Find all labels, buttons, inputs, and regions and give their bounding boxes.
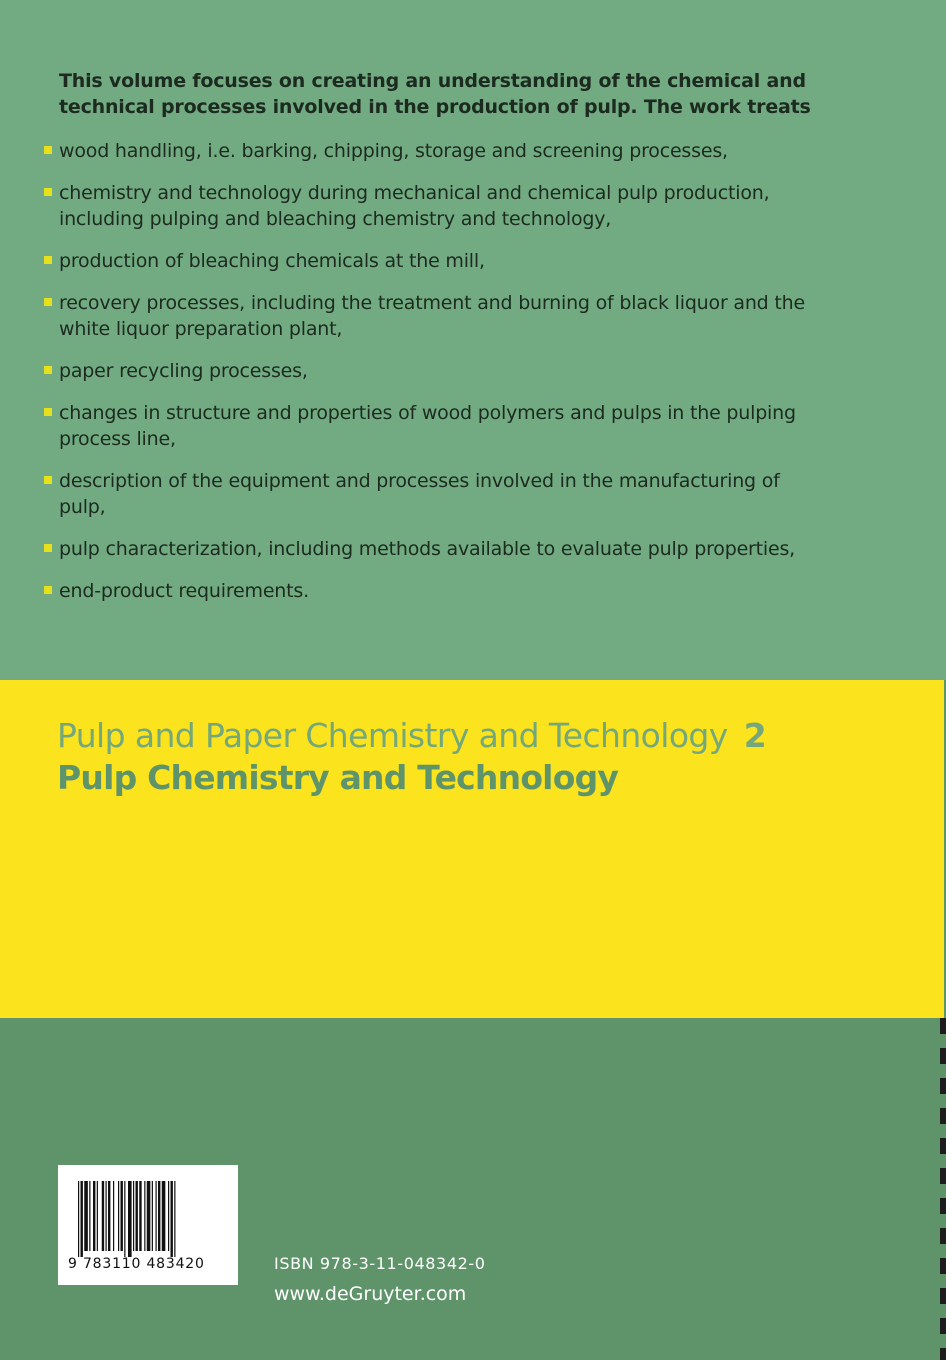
square-bullet-icon bbox=[44, 366, 52, 374]
barcode-bar bbox=[97, 1181, 98, 1251]
page-edge-marks bbox=[940, 1018, 946, 1360]
topic-text: recovery processes, including the treatment and burning of black liquor and the white liquor preparation plant, bbox=[59, 292, 805, 340]
topic-text: description of the equipment and processes involved in the manufacturing of pulp, bbox=[59, 470, 780, 518]
square-bullet-icon bbox=[44, 188, 52, 196]
topic-item bbox=[42, 400, 822, 452]
volume-number: 2 bbox=[743, 716, 767, 755]
barcode-bar bbox=[102, 1181, 104, 1251]
isbn-text: ISBN 978-3-11-048342-0 bbox=[274, 1254, 486, 1273]
topic-text: production of bleaching chemicals at the mill, bbox=[59, 250, 485, 272]
topic-text: paper recycling processes, bbox=[59, 360, 308, 382]
topic-item bbox=[42, 358, 822, 384]
barcode-bar bbox=[174, 1181, 175, 1257]
barcode-bar bbox=[128, 1181, 132, 1257]
topic-item bbox=[42, 578, 822, 604]
topic-text: pulp characterization, including methods available to evaluate pulp properties, bbox=[59, 538, 796, 560]
barcode-bars bbox=[78, 1181, 218, 1257]
square-bullet-icon bbox=[44, 256, 52, 264]
barcode-bar bbox=[106, 1181, 107, 1251]
barcode-bar bbox=[118, 1181, 119, 1251]
topic-item bbox=[42, 290, 822, 342]
barcode-bar bbox=[133, 1181, 134, 1251]
square-bullet-icon bbox=[44, 298, 52, 306]
topic-text: wood handling, i.e. barking, chipping, storage and screening processes, bbox=[59, 140, 728, 162]
barcode-bar bbox=[162, 1181, 166, 1251]
series-name: Pulp and Paper Chemistry and Technology bbox=[57, 716, 728, 755]
topic-text: changes in structure and properties of wood polymers and pulps in the pulping process line, bbox=[59, 402, 796, 450]
square-bullet-icon bbox=[44, 544, 52, 552]
topic-item bbox=[42, 536, 822, 562]
barcode-bar bbox=[121, 1181, 123, 1251]
publisher-website: www.deGruyter.com bbox=[274, 1283, 467, 1305]
series-title bbox=[57, 714, 766, 758]
topic-text: chemistry and technology during mechanical and chemical pulp production, including pulping and bleaching chemistry and technology, bbox=[59, 182, 770, 230]
topic-item bbox=[42, 180, 822, 232]
barcode-bar bbox=[168, 1181, 169, 1251]
barcode-bar bbox=[93, 1181, 95, 1251]
barcode-bar bbox=[113, 1181, 114, 1251]
barcode-bar bbox=[156, 1181, 157, 1251]
barcode-bar bbox=[152, 1181, 153, 1251]
topic-item bbox=[42, 138, 822, 164]
topic-item bbox=[42, 248, 822, 274]
barcode-bar bbox=[144, 1181, 145, 1251]
intro-text: This volume focuses on creating an understanding of the chemical and technical processes involved in the production of pulp. The work treats bbox=[59, 70, 811, 118]
barcode-bar bbox=[136, 1181, 138, 1251]
barcode-bar bbox=[158, 1181, 160, 1251]
barcode-bar bbox=[139, 1181, 141, 1251]
square-bullet-icon bbox=[44, 586, 52, 594]
barcode-bar bbox=[108, 1181, 110, 1251]
square-bullet-icon bbox=[44, 476, 52, 484]
square-bullet-icon bbox=[44, 408, 52, 416]
barcode-bar bbox=[124, 1181, 125, 1257]
barcode-bar bbox=[81, 1181, 83, 1257]
barcode-bar bbox=[84, 1181, 88, 1251]
topic-text: end-product requirements. bbox=[59, 580, 309, 602]
barcode bbox=[58, 1165, 238, 1285]
topic-list bbox=[42, 138, 822, 620]
barcode-number: 9 783110 483420 bbox=[68, 1256, 205, 1272]
barcode-bar bbox=[78, 1181, 79, 1257]
topic-item bbox=[42, 468, 822, 520]
square-bullet-icon bbox=[44, 146, 52, 154]
volume-title: Pulp Chemistry and Technology bbox=[57, 758, 619, 797]
barcode-bar bbox=[89, 1181, 90, 1251]
barcode-bar bbox=[147, 1181, 151, 1251]
barcode-bar bbox=[171, 1181, 173, 1257]
